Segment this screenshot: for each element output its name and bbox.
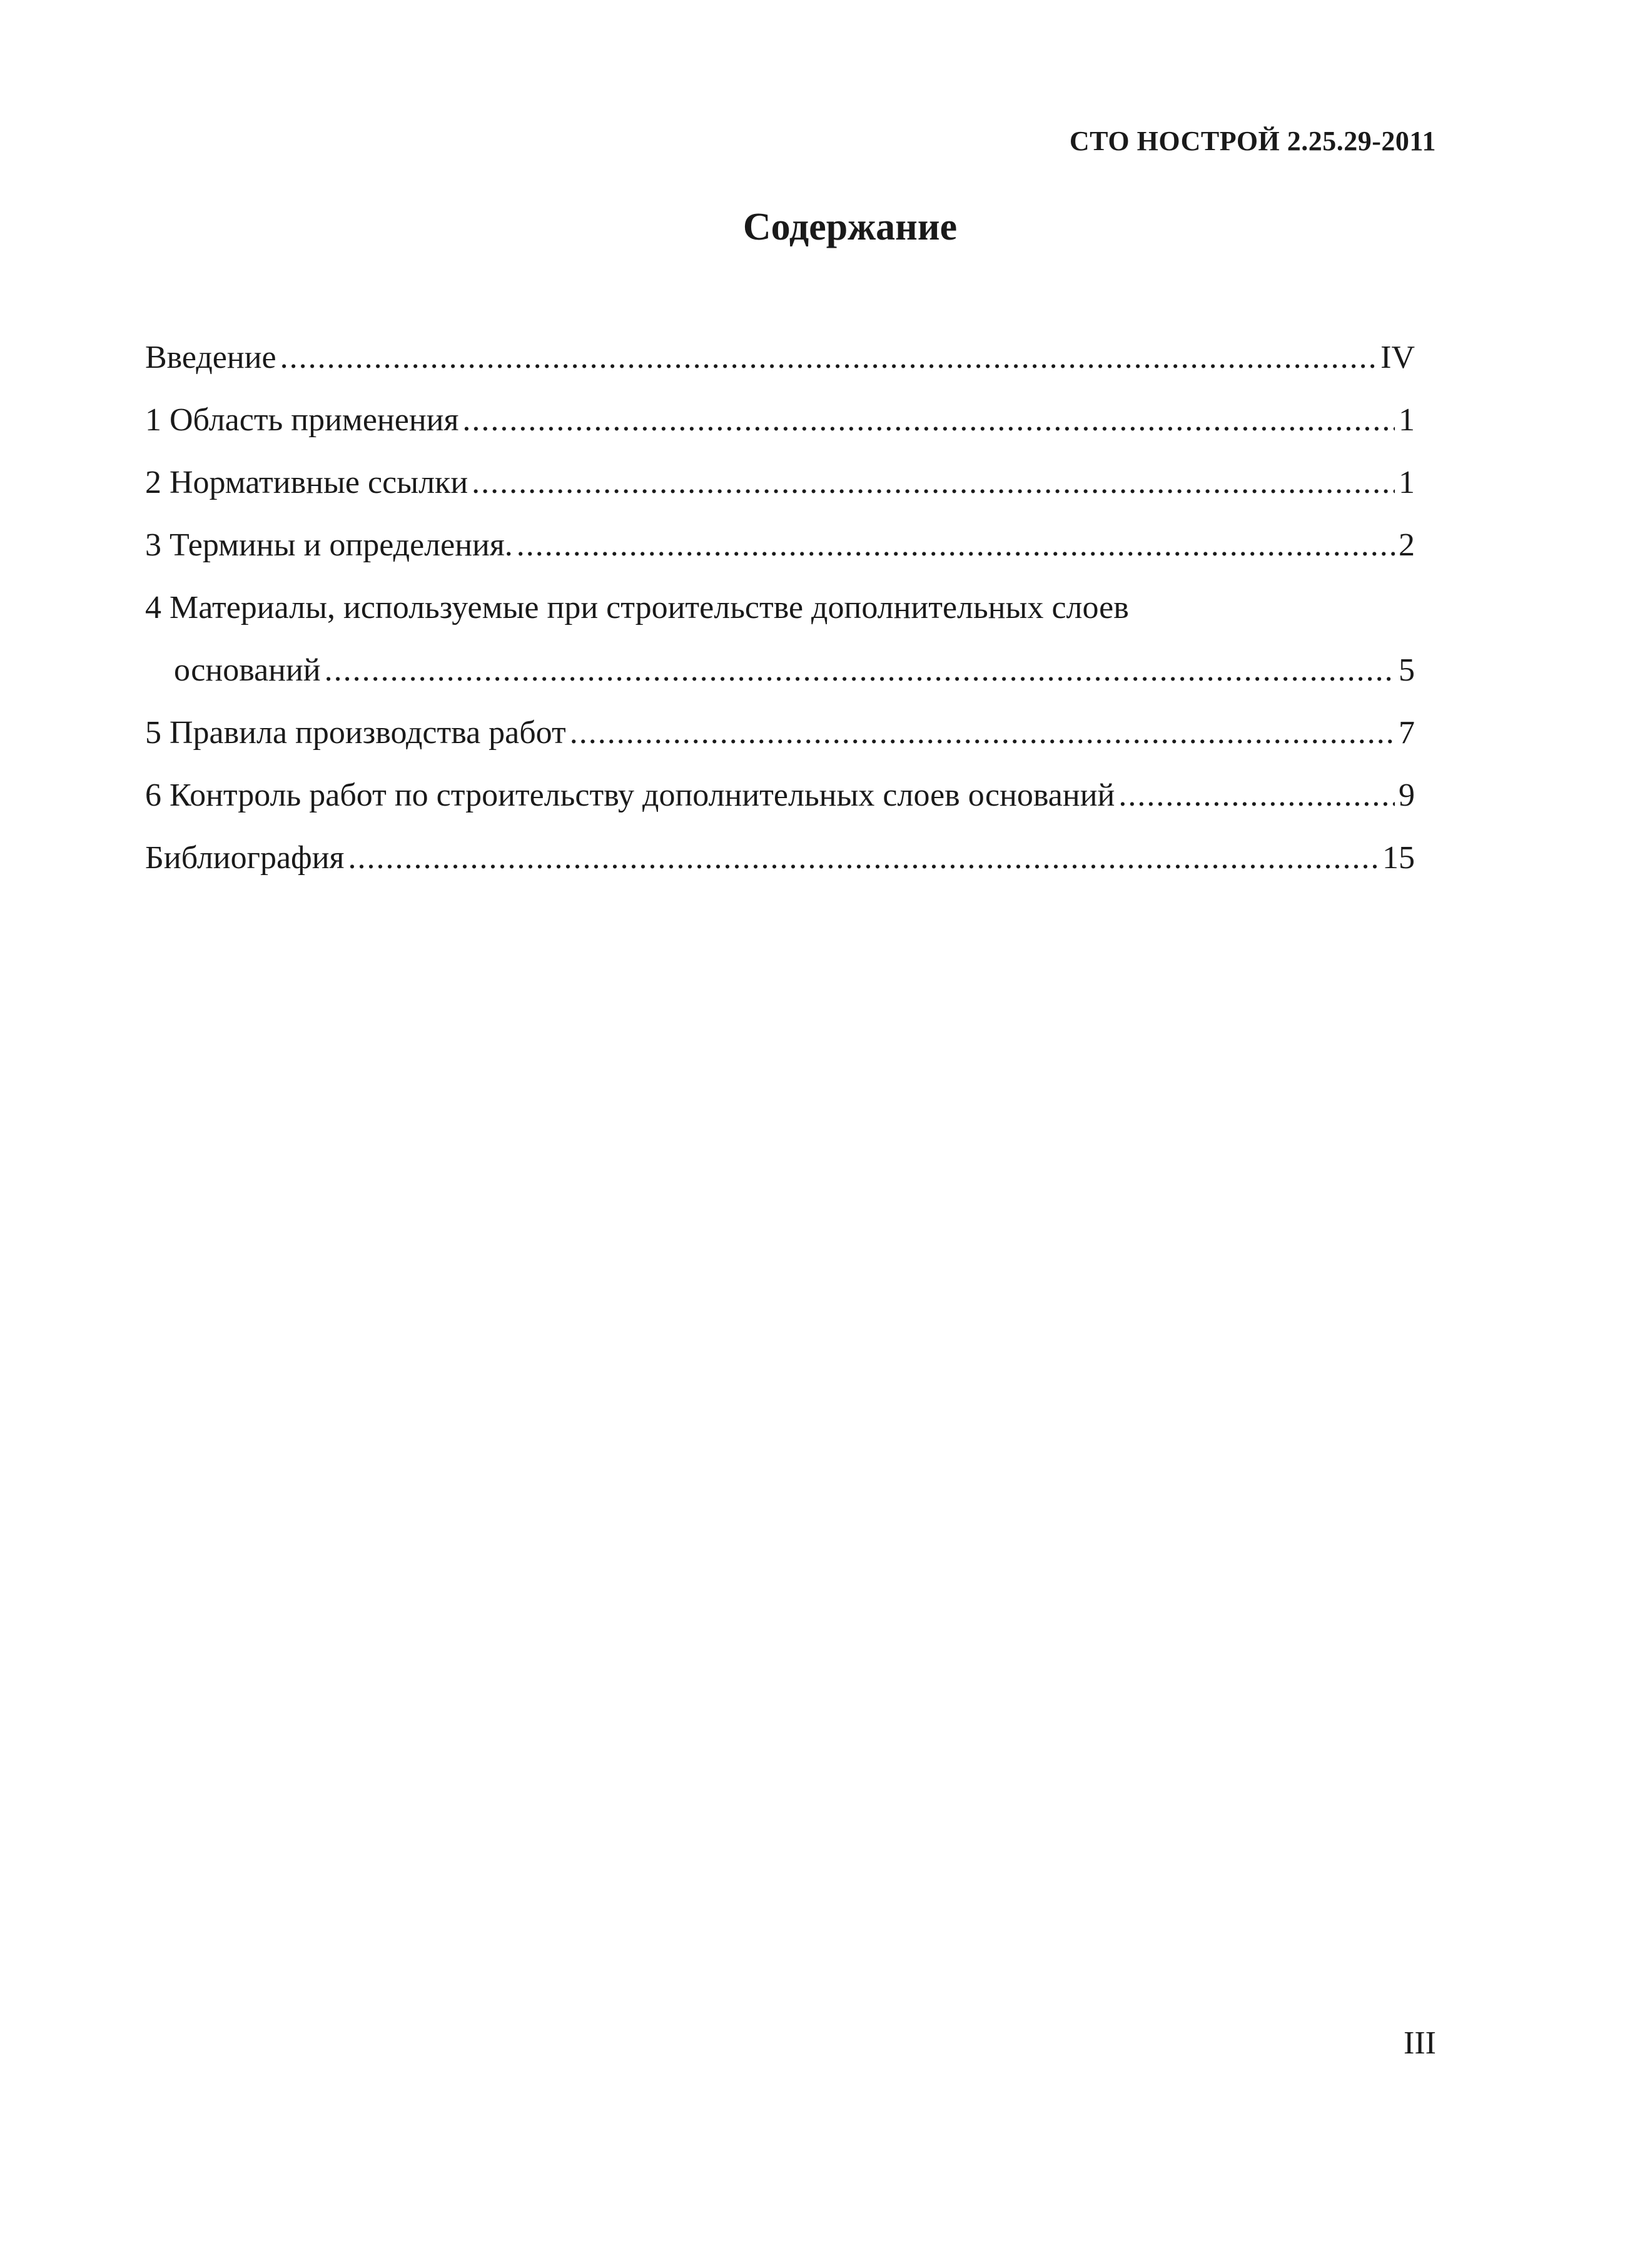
toc-entry-terms[interactable] <box>145 514 1415 577</box>
toc-entry-work-rules[interactable] <box>145 702 1415 764</box>
toc-entry-label-continuation: оснований <box>174 652 321 688</box>
toc-dot-leader <box>1118 764 1395 827</box>
toc-entry-page: 9 <box>1399 777 1415 813</box>
toc-entry-label: 5 Правила производства работ <box>145 715 566 751</box>
toc-entry-materials-continuation[interactable] <box>145 639 1415 702</box>
toc-dot-leader <box>570 702 1395 764</box>
toc-entry-bibliography[interactable] <box>145 827 1415 889</box>
toc-entry-materials[interactable] <box>145 577 1415 639</box>
toc-entry-normative-references[interactable] <box>145 452 1415 514</box>
toc-entry-label: 1 Область применения <box>145 402 459 438</box>
toc-dot-leader <box>472 452 1395 514</box>
toc-entry-label: Введение <box>145 340 276 375</box>
document-code: СТО НОСТРОЙ 2.25.29-2011 <box>1069 126 1436 156</box>
toc-entry-quality-control[interactable] <box>145 764 1415 827</box>
toc-entry-page: 2 <box>1399 527 1415 563</box>
toc-entry-page: 7 <box>1399 715 1415 751</box>
toc-entry-scope[interactable] <box>145 389 1415 452</box>
toc-entry-page: IV <box>1380 340 1415 375</box>
toc-dot-leader <box>462 389 1395 452</box>
page-number: III <box>1404 2025 1436 2061</box>
toc-entry-label: Библиография <box>145 840 345 876</box>
toc-entry-introduction[interactable] <box>145 327 1415 389</box>
toc-entry-page: 5 <box>1399 652 1415 688</box>
toc-entry-label: 4 Материалы, используемые при строительстве дополнительных слоев <box>145 590 1129 625</box>
toc-entry-page: 1 <box>1399 402 1415 438</box>
toc-entry-label: 3 Термины и определения. <box>145 527 513 563</box>
table-of-contents <box>145 327 1415 889</box>
toc-dot-leader <box>325 639 1395 702</box>
toc-entry-label: 2 Нормативные ссылки <box>145 465 468 500</box>
toc-dot-leader <box>348 827 1379 889</box>
toc-entry-label: 6 Контроль работ по строительству дополнительных слоев оснований <box>145 777 1115 813</box>
toc-title: Содержание <box>742 206 958 248</box>
toc-dot-leader <box>280 327 1377 389</box>
toc-entry-page: 1 <box>1399 465 1415 500</box>
toc-entry-page: 15 <box>1382 840 1415 876</box>
toc-dot-leader <box>517 514 1395 577</box>
